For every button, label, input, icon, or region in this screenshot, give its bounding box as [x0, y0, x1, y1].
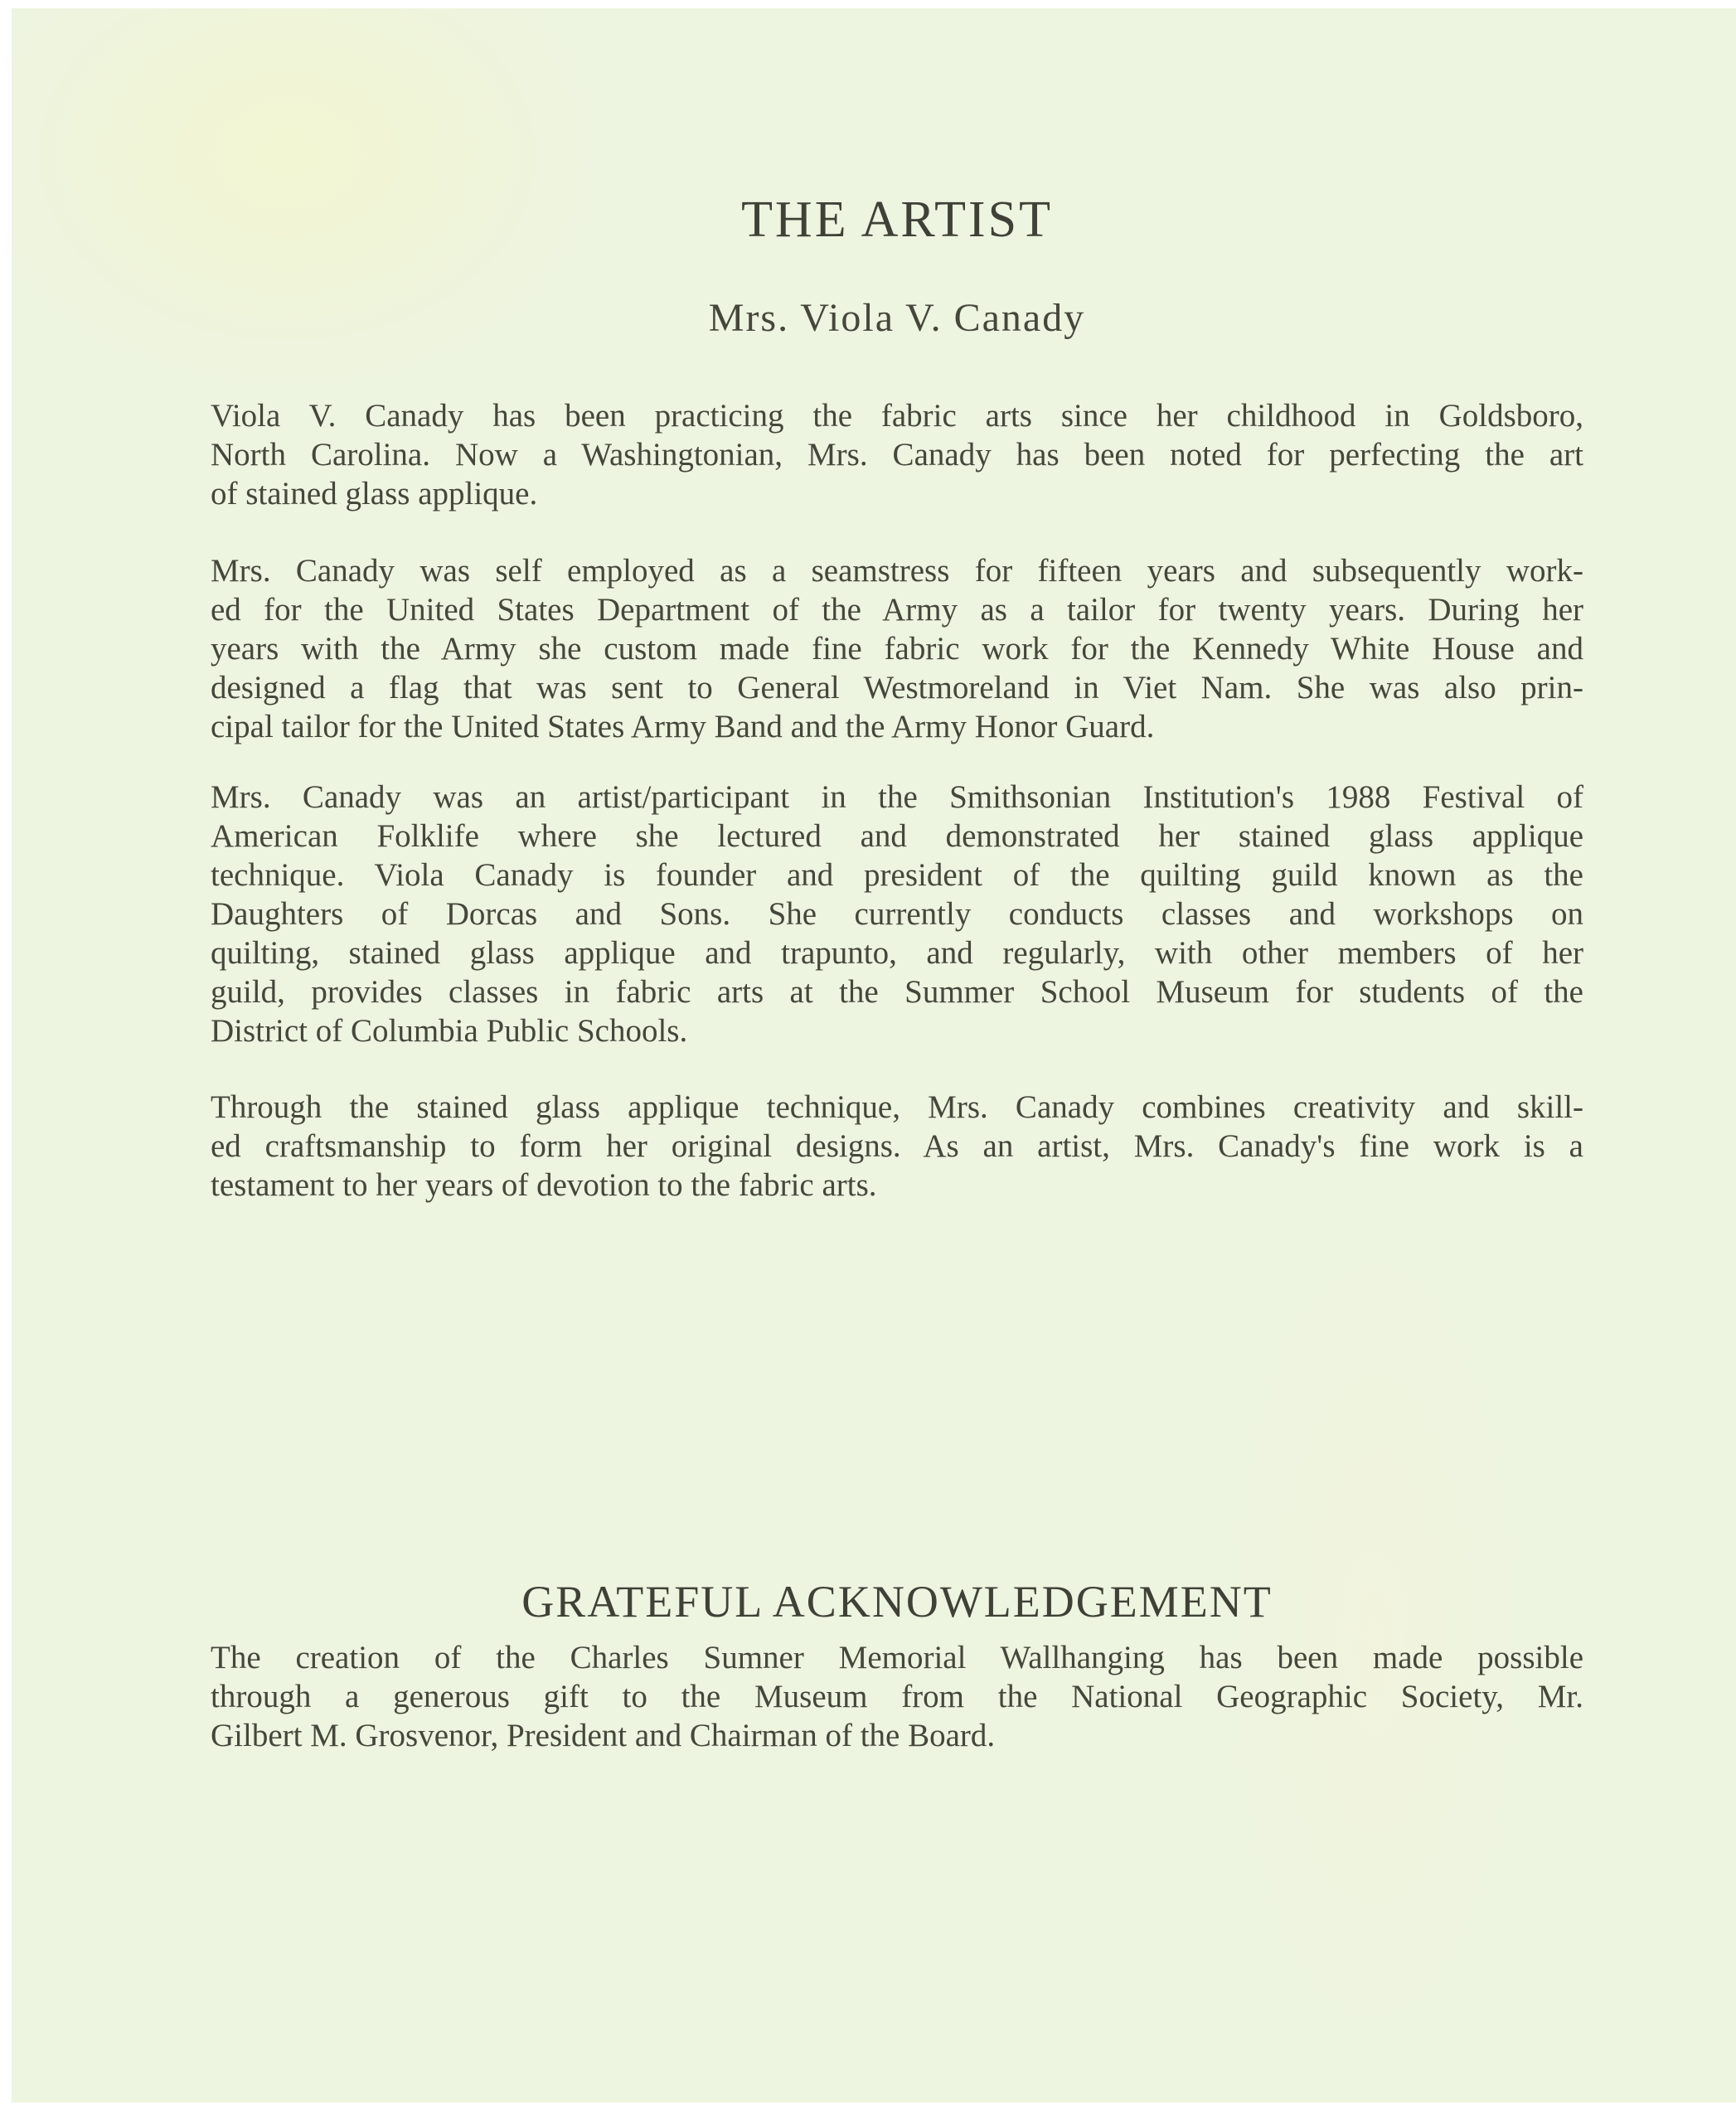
acknowledgement-heading: GRATEFUL ACKNOWLEDGEMENT — [521, 1576, 1273, 1627]
text-line: American Folklife where she lectured and demonstrated her stained glass applique — [211, 818, 1583, 854]
bio-paragraph-3 — [211, 778, 1583, 1050]
text-line: Mrs. Canady was self employed as a seamstress for fifteen years and subsequently work- — [211, 553, 1583, 589]
text-line: guild, provides classes in fabric arts at the Summer School Museum for students of the — [211, 974, 1583, 1010]
text-line: Viola V. Canady has been practicing the fabric arts since her childhood in Goldsboro, — [211, 398, 1583, 434]
text-line: quilting, stained glass applique and trapunto, and regularly, with other members of her — [211, 935, 1583, 971]
text-line: Through the stained glass applique technique, Mrs. Canady combines creativity and skill- — [211, 1089, 1583, 1125]
text-line: through a generous gift to the Museum from the National Geographic Society, Mr. — [211, 1679, 1583, 1714]
text-line: ed craftsmanship to form her original designs. As an artist, Mrs. Canady's fine work is a — [211, 1128, 1583, 1164]
text-line: testament to her years of devotion to the fabric arts. — [211, 1167, 877, 1203]
text-line: of stained glass applique. — [211, 476, 538, 512]
acknowledgement-paragraph — [211, 1638, 1583, 1755]
bio-paragraph-4 — [211, 1088, 1583, 1205]
page-title: THE ARTIST — [741, 191, 1053, 248]
text-line: years with the Army she custom made fine fabric work for the Kennedy White House and — [211, 631, 1583, 667]
text-line: Gilbert M. Grosvenor, President and Chairman of the Board. — [211, 1718, 996, 1753]
bio-paragraph-2 — [211, 551, 1583, 746]
paper-background — [12, 8, 1736, 2102]
text-line: The creation of the Charles Sumner Memorial Wallhanging has been made possible — [211, 1640, 1583, 1675]
text-line: designed a flag that was sent to General Westmoreland in Viet Nam. She was also prin- — [211, 670, 1583, 705]
text-line: Daughters of Dorcas and Sons. She currently conducts classes and workshops on — [211, 896, 1583, 932]
text-line: North Carolina. Now a Washingtonian, Mrs. Canady has been noted for perfecting the art — [211, 437, 1583, 473]
text-line: technique. Viola Canady is founder and president of the quilting guild known as the — [211, 857, 1583, 893]
artist-name-subtitle: Mrs. Viola V. Canady — [708, 295, 1086, 340]
text-line: Mrs. Canady was an artist/participant in the Smithsonian Institution's 1988 Festival of — [211, 779, 1583, 815]
text-line: ed for the United States Department of the Army as a tailor for twenty years. During her — [211, 592, 1583, 628]
text-line: cipal tailor for the United States Army Band and the Army Honor Guard. — [211, 709, 1155, 744]
text-line: District of Columbia Public Schools. — [211, 1013, 688, 1049]
bio-paragraph-1 — [211, 396, 1583, 513]
